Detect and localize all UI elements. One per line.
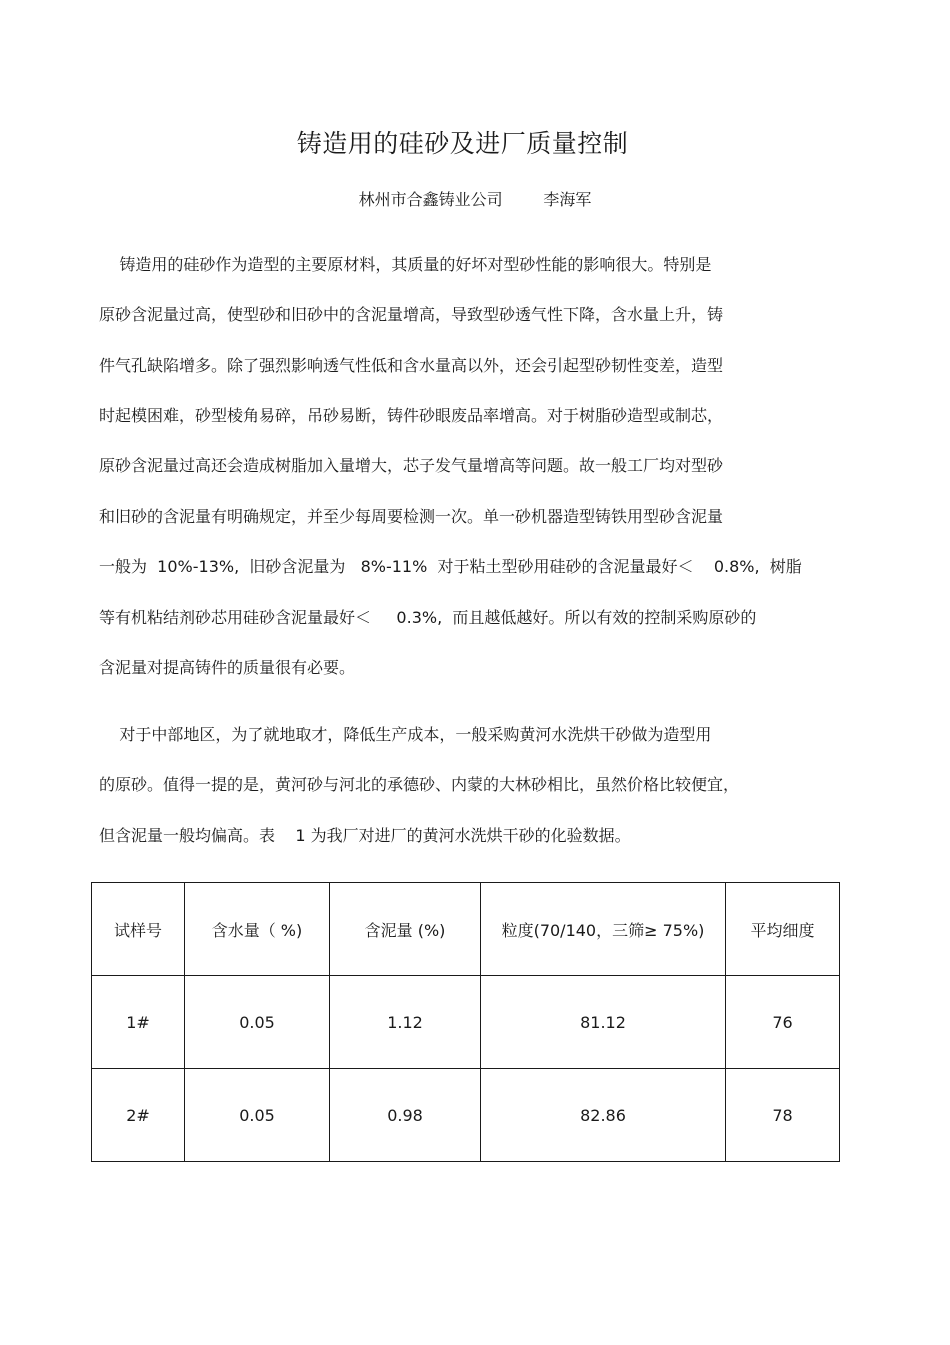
table-header-row <box>92 883 840 976</box>
header-cell: 含泥量 (%) <box>330 883 481 976</box>
table-row <box>92 976 840 1069</box>
paragraph-line: 对于中部地区，为了就地取才，降低生产成本，一般采购黄河水洗烘干砂做为造型用 <box>99 725 712 744</box>
table-cell: 0.05 <box>185 976 330 1069</box>
table-cell: 81.12 <box>481 976 726 1069</box>
author-line: 林州市合鑫铸业公司 李海军 <box>358 190 592 209</box>
table-cell: 1.12 <box>330 976 481 1069</box>
doc-title: 铸造用的硅砂及进厂质量控制 <box>296 129 629 158</box>
paragraph-line: 件气孔缺陷增多。除了强烈影响透气性低和含水量高以外，还会引起型砂韧性变差，造型 <box>99 356 724 375</box>
header-cell: 平均细度 <box>726 883 840 976</box>
paragraph-line: 和旧砂的含泥量有明确规定，并至少每周要检测一次。单一砂机器造型铸铁用型砂含泥量 <box>99 507 724 526</box>
table-cell: 0.05 <box>185 1069 330 1162</box>
paragraph-line: 原砂含泥量过高还会造成树脂加入量增大，芯子发气量增高等问题。故一般工厂均对型砂 <box>99 456 724 475</box>
paragraph-line: 时起模困难，砂型棱角易碎，吊砂易断，铸件砂眼废品率增高。对于树脂砂造型或制芯， <box>99 406 724 425</box>
table-cell: 82.86 <box>481 1069 726 1162</box>
table-row <box>92 1069 840 1162</box>
paragraph-line: 但含泥量一般均偏高。表 1 为我厂对进厂的黄河水洗烘干砂的化验数据。 <box>99 826 631 845</box>
header-cell: 粒度(70/140，三筛≥ 75%) <box>481 883 726 976</box>
table-cell: 76 <box>726 976 840 1069</box>
paragraph-line: 含泥量对提高铸件的质量很有必要。 <box>99 658 356 677</box>
header-cell: 试样号 <box>92 883 185 976</box>
header-cell: 含水量（ %) <box>185 883 330 976</box>
table-cell: 1# <box>92 976 185 1069</box>
table-cell: 2# <box>92 1069 185 1162</box>
paragraph-line: 原砂含泥量过高，使型砂和旧砂中的含泥量增高，导致型砂透气性下降，含水量上升，铸 <box>99 305 724 324</box>
data-table <box>91 882 840 1162</box>
paragraph-line: 铸造用的硅砂作为造型的主要原材料，其质量的好坏对型砂性能的影响很大。特别是 <box>99 255 712 274</box>
paragraph-line: 等有机粘结剂砂芯用硅砂含泥量最好＜ 0.3%, 而且越低越好。所以有效的控制采购原砂的 <box>99 608 757 627</box>
paragraph-line: 的原砂。值得一提的是，黄河砂与河北的承德砂、内蒙的大林砂相比，虽然价格比较便宜， <box>99 775 740 794</box>
table-cell: 78 <box>726 1069 840 1162</box>
paragraph-line: 一般为 10%-13%, 旧砂含泥量为 8%-11% 对于粘土型砂用硅砂的含泥量最好＜ 0.8%, 树脂 <box>99 557 802 576</box>
table-cell: 0.98 <box>330 1069 481 1162</box>
